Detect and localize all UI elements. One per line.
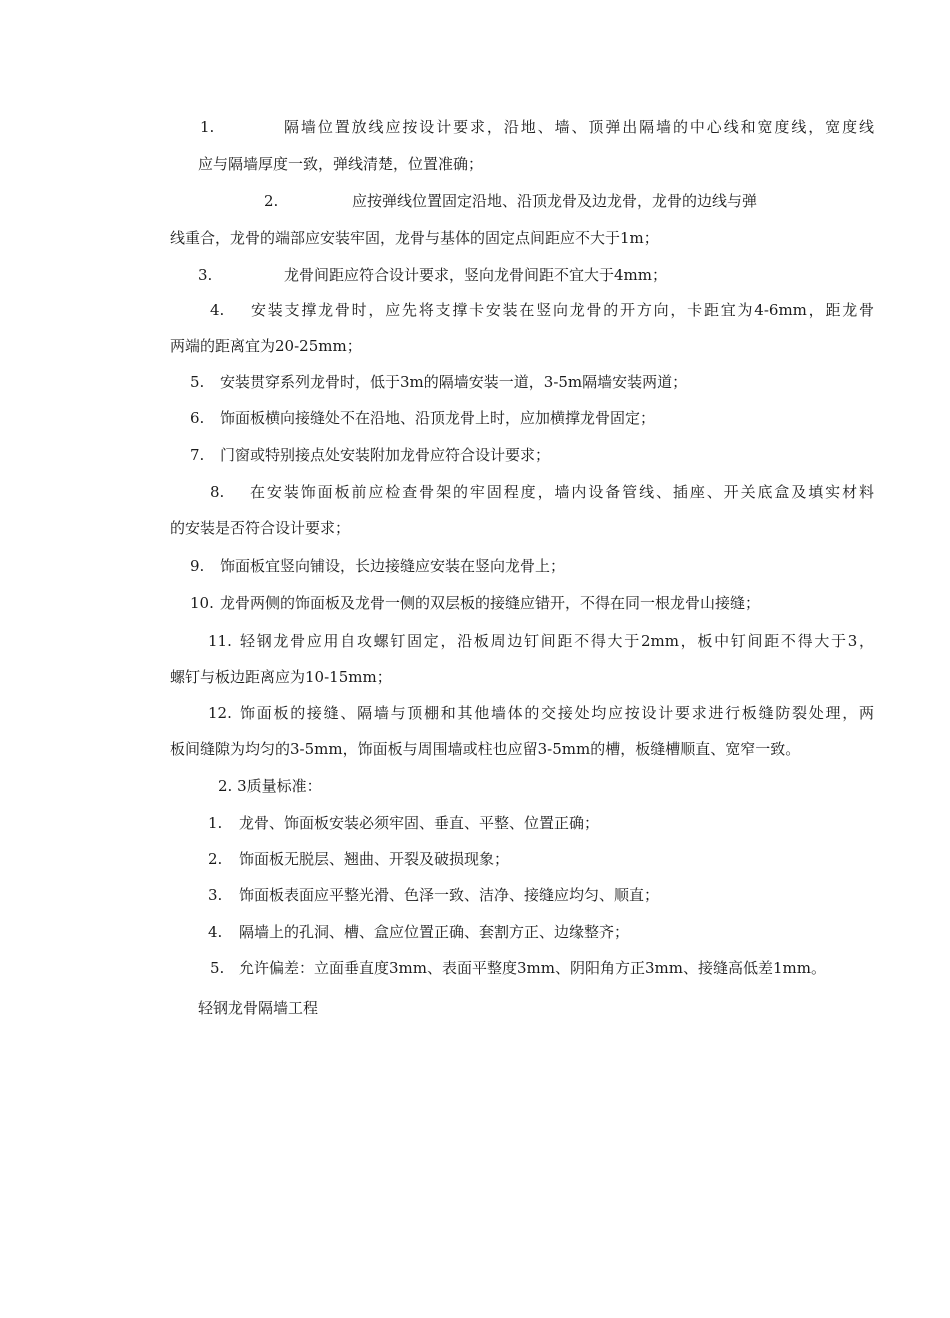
item-9-number: 9.: [190, 557, 205, 575]
quality-item-1-number: 1.: [208, 814, 223, 832]
item-8-text-line1: 在安装饰面板前应检查骨架的牢固程度，墙内设备管线、插座、开关底盒及填实材料: [250, 483, 874, 501]
quality-item-5-text: 允许偏差：立面垂直度3mm、表面平整度3mm、阴阳角方正3mm、接缝高低差1mm。: [239, 959, 826, 977]
quality-item-2-number: 2.: [208, 850, 223, 868]
item-4-text-line2: 两端的距离宜为20-25mm；: [170, 337, 362, 355]
item-1-text-line2: 应与隔墙厚度一致，弹线清楚，位置准确；: [198, 155, 484, 173]
item-1-number: 1.: [200, 118, 215, 136]
item-8-number: 8.: [210, 483, 225, 501]
item-12-text-line1: 饰面板的接缝、隔墙与顶棚和其他墙体的交接处均应按设计要求进行板缝防裂处理，两: [240, 704, 874, 722]
item-11-text-line2: 螺钉与板边距离应为10-15mm；: [170, 668, 392, 686]
item-2-text-line1: 应按弹线位置固定沿地、沿顶龙骨及边龙骨，龙骨的边线与弹: [352, 192, 758, 210]
item-3-number: 3.: [198, 266, 213, 284]
item-10-text-line1: 龙骨两侧的饰面板及龙骨一侧的双层板的接缝应错开，不得在同一根龙骨山接缝；: [220, 594, 761, 612]
section-title: 2. 3质量标准：: [218, 777, 322, 795]
item-5-number: 5.: [190, 373, 205, 391]
quality-item-3-text: 饰面板表面应平整光滑、色泽一致、洁净、接缝应均匀、顺直；: [239, 886, 660, 904]
item-5-text-line1: 安装贯穿系列龙骨时，低于3m的隔墙安装一道，3-5m隔墙安装两道；: [220, 373, 688, 391]
item-11-text-line1: 轻钢龙骨应用自攻螺钉固定，沿板周边钉间距不得大于2mm，板中钉间距不得大于3，: [240, 632, 874, 650]
quality-item-4-text: 隔墙上的孔洞、槽、盒应位置正确、套割方正、边缘整齐；: [239, 923, 630, 941]
item-8-text-line2: 的安装是否符合设计要求；: [170, 519, 351, 537]
item-6-text-line1: 饰面板横向接缝处不在沿地、沿顶龙骨上时，应加横撑龙骨固定；: [220, 409, 656, 427]
item-1-text-line1: 隔墙位置放线应按设计要求，沿地、墙、顶弹出隔墙的中心线和宽度线，宽度线: [284, 118, 874, 136]
quality-item-5-number: 5.: [210, 959, 225, 977]
item-3-text-line1: 龙骨间距应符合设计要求，竖向龙骨间距不宜大于4mm；: [284, 266, 667, 284]
item-10-number: 10.: [190, 594, 214, 612]
item-7-number: 7.: [190, 446, 205, 464]
item-6-number: 6.: [190, 409, 205, 427]
item-2-number: 2.: [264, 192, 279, 210]
item-12-number: 12.: [208, 704, 232, 722]
item-11-number: 11.: [208, 632, 232, 650]
item-9-text-line1: 饰面板宜竖向铺设，长边接缝应安装在竖向龙骨上；: [220, 557, 566, 575]
quality-item-2-text: 饰面板无脱层、翘曲、开裂及破损现象；: [239, 850, 510, 868]
item-7-text-line1: 门窗或特别接点处安装附加龙骨应符合设计要求；: [220, 446, 551, 464]
item-2-text-line2: 线重合，龙骨的端部应安装牢固，龙骨与基体的固定点间距应不大于1m；: [170, 229, 659, 247]
quality-item-4-number: 4.: [208, 923, 223, 941]
item-4-number: 4.: [210, 301, 225, 319]
item-4-text-line1: 安装支撑龙骨时，应先将支撑卡安装在竖向龙骨的开方向，卡距宜为4-6mm，距龙骨: [251, 301, 874, 319]
quality-item-3-number: 3.: [208, 886, 223, 904]
quality-item-1-text: 龙骨、饰面板安装必须牢固、垂直、平整、位置正确；: [239, 814, 600, 832]
item-12-text-line2: 板间缝隙为均匀的3-5mm，饰面板与周围墙或柱也应留3-5mm的槽，板缝槽顺直、宽窄一致。: [170, 740, 801, 758]
footer-title: 轻钢龙骨隔墙工程: [198, 999, 319, 1017]
